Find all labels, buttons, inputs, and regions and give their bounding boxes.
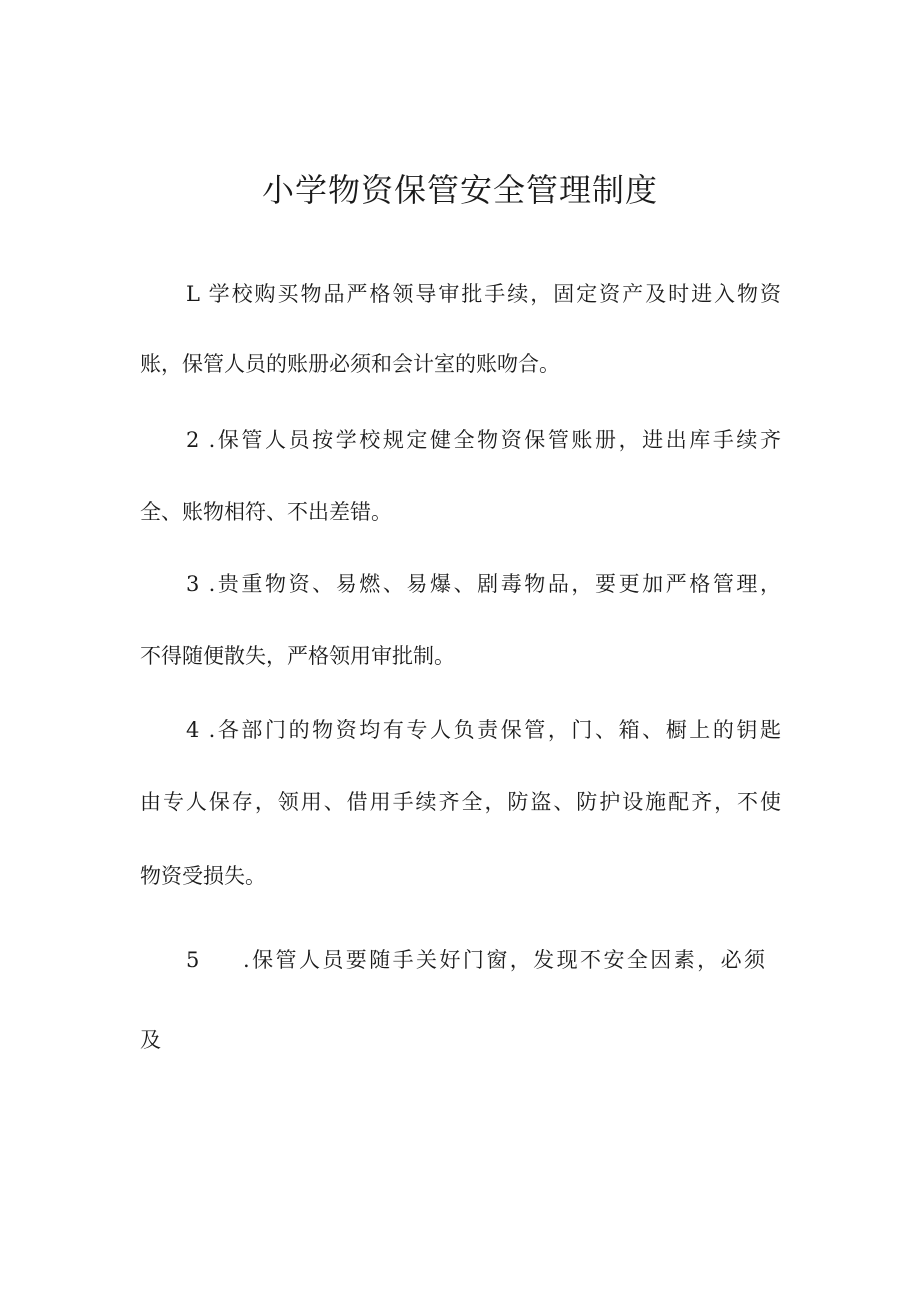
paragraph-line: 3 .贵重物资、易燃、易爆、剧毒物品，要更加严格管理， — [186, 572, 781, 596]
paragraph-line: 账，保管人员的账册必须和会计室的账吻合。 — [140, 352, 560, 376]
paragraph-line: 及 — [140, 1028, 161, 1052]
paragraph-line: .保管人员要随手关好门窗，发现不安全因素，必须 — [243, 948, 765, 972]
paragraph-line: 物资受损失。 — [140, 864, 266, 888]
paragraph-line: 4 .各部门的物资均有专人负责保管，门、箱、橱上的钥匙 — [186, 718, 781, 742]
paragraph-line: L 学校购买物品严格领导审批手续，固定资产及时进入物资 — [186, 282, 781, 306]
document-title: 小学物资保管安全管理制度 — [261, 171, 658, 209]
paragraph-line: 不得随便散失，严格领用审批制。 — [140, 644, 455, 668]
item-number: 5 — [186, 948, 200, 972]
paragraph-line: 全、账物相符、不出差错。 — [140, 500, 392, 524]
paragraph-line: 由专人保存，领用、借用手续齐全，防盗、防护设施配齐，不使 — [140, 790, 781, 814]
paragraph-line: 2 .保管人员按学校规定健全物资保管账册，进出库手续齐 — [186, 428, 781, 452]
